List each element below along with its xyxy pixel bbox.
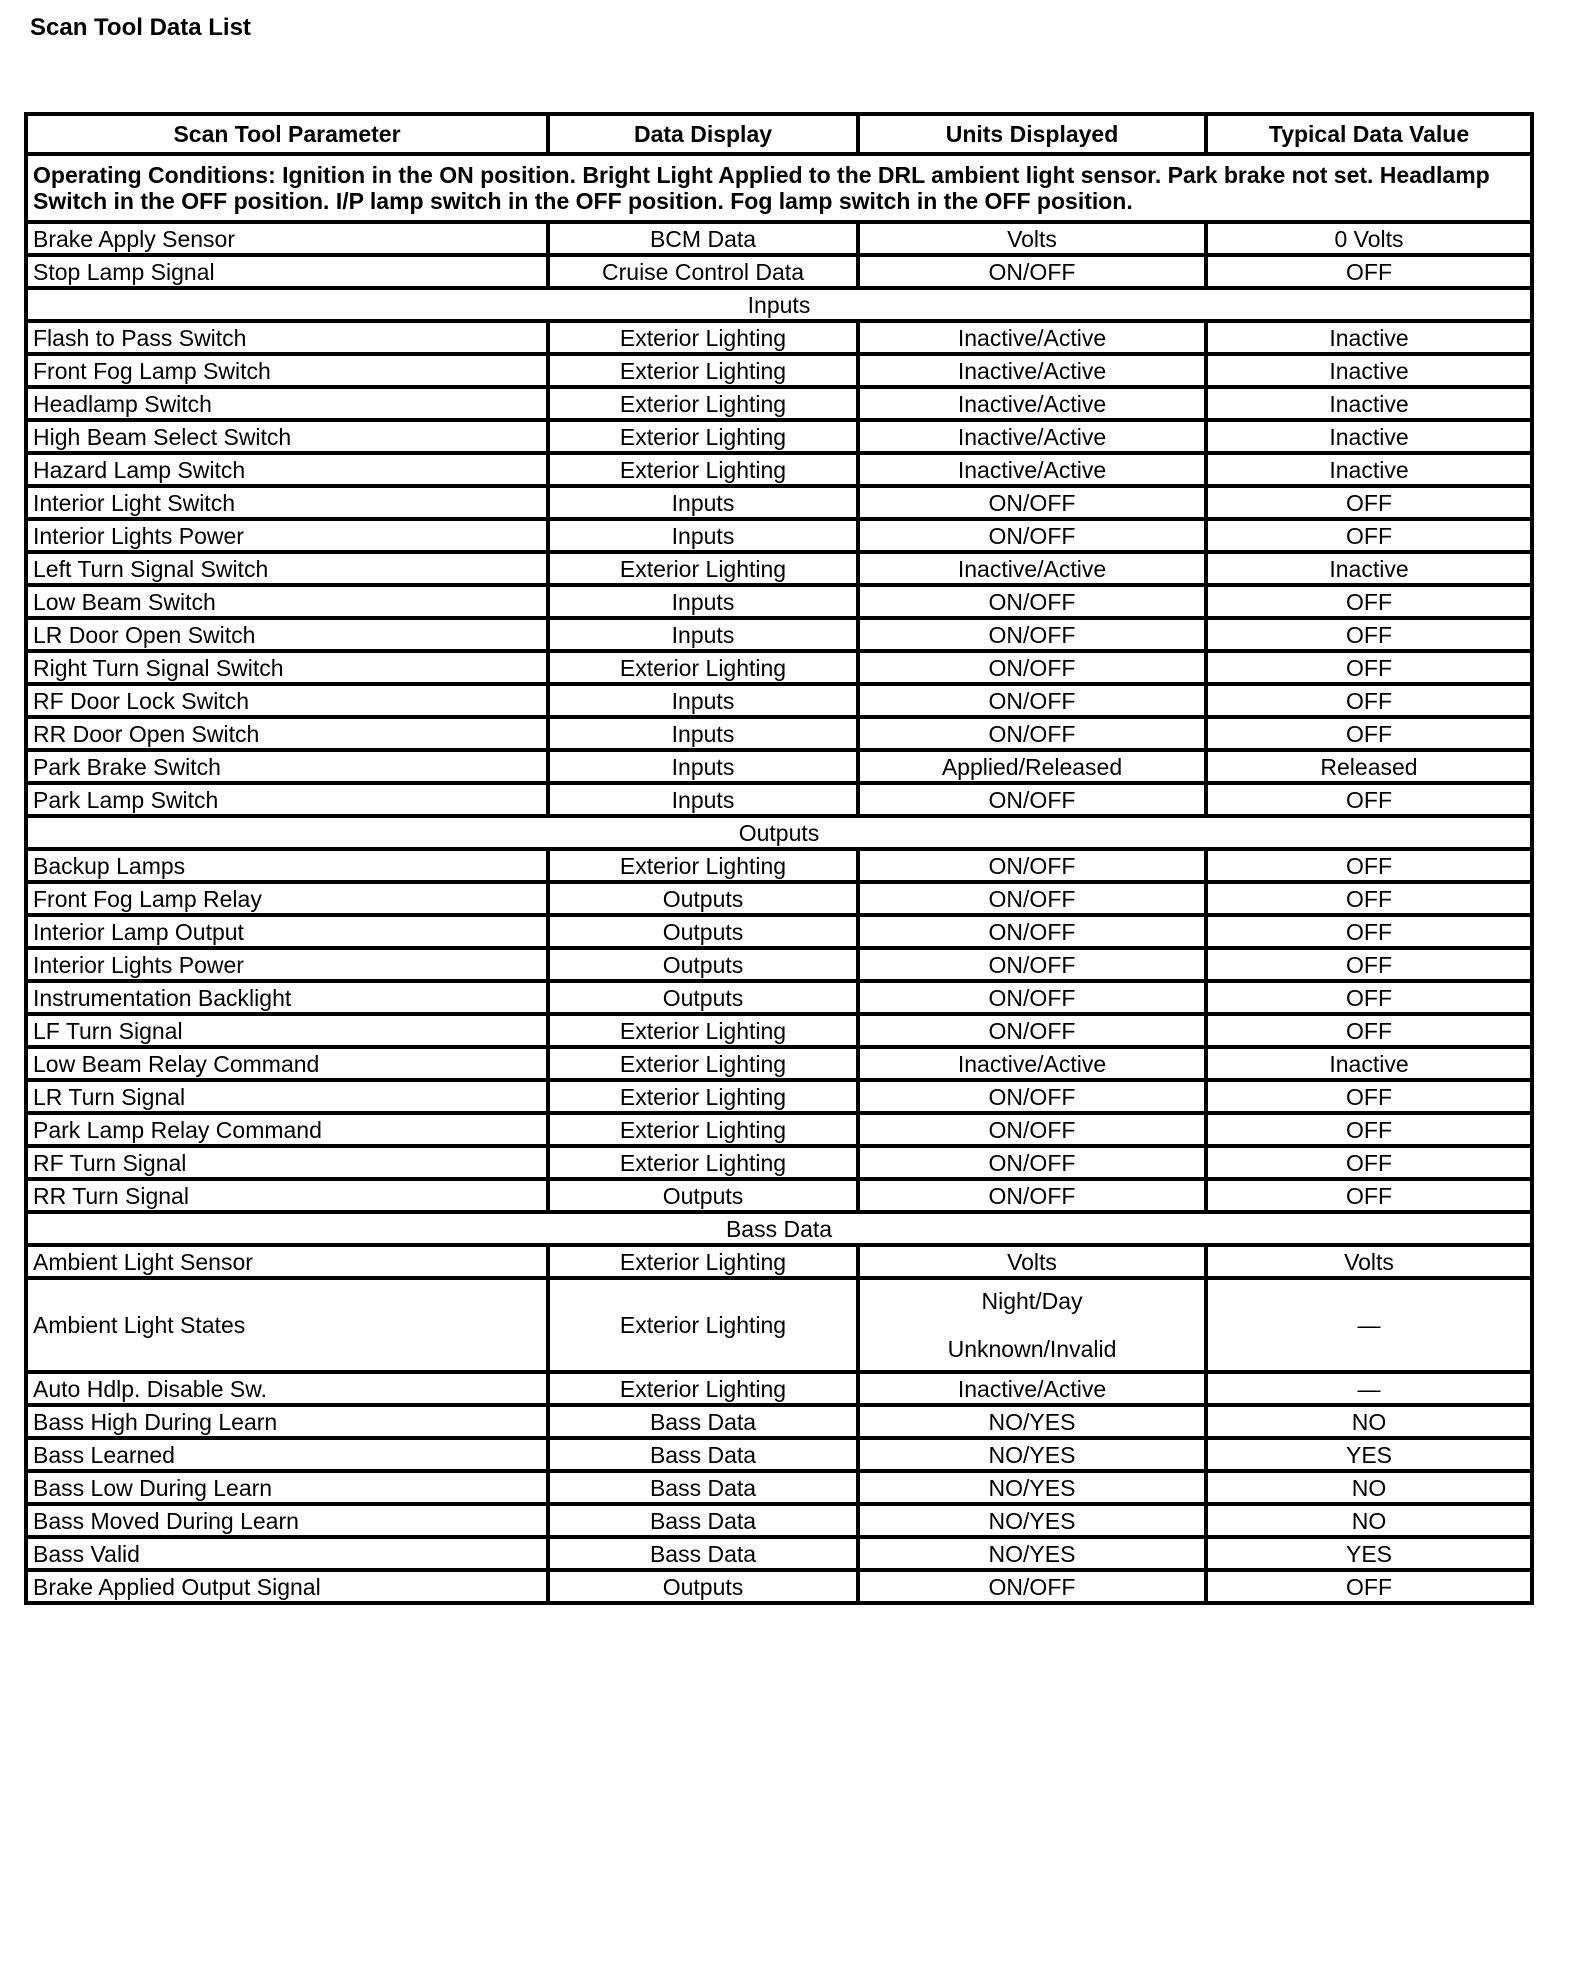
column-header: Data Display [548, 114, 858, 154]
data-display-cell: Outputs [548, 948, 858, 981]
typical-value-cell: OFF [1206, 1113, 1532, 1146]
parameter-cell: Ambient Light States [26, 1278, 548, 1372]
units-cell: ON/OFF [858, 1014, 1206, 1047]
data-display-cell: Inputs [548, 618, 858, 651]
units-cell: ON/OFF [858, 618, 1206, 651]
table-row [26, 585, 1532, 618]
units-cell: Inactive/Active [858, 1047, 1206, 1080]
units-cell: Inactive/Active [858, 387, 1206, 420]
parameter-cell: Interior Light Switch [26, 486, 548, 519]
typical-value-cell: Inactive [1206, 552, 1532, 585]
data-display-cell: Cruise Control Data [548, 255, 858, 288]
units-cell: Inactive/Active [858, 420, 1206, 453]
units-line: Unknown/Invalid [947, 1336, 1117, 1362]
section-label: Inputs [26, 288, 1532, 321]
table-row [26, 1504, 1532, 1537]
units-cell: ON/OFF [858, 783, 1206, 816]
data-display-cell: Outputs [548, 915, 858, 948]
table-row [26, 1014, 1532, 1047]
data-display-cell: Exterior Lighting [548, 1113, 858, 1146]
parameter-cell: Interior Lamp Output [26, 915, 548, 948]
operating-conditions: Operating Conditions: Ignition in the ON position. Bright Light Applied to the DRL ambient light sensor. Park brake not set. Headlamp Switch in the OFF position. I/P lamp switch in the OFF position. Fog lamp switch in the OFF position. [26, 154, 1532, 222]
section-label: Bass Data [26, 1212, 1532, 1245]
data-display-cell: Outputs [548, 1179, 858, 1212]
units-cell: ON/OFF [858, 1179, 1206, 1212]
parameter-cell: Brake Applied Output Signal [26, 1570, 548, 1603]
units-cell: NO/YES [858, 1537, 1206, 1570]
table-row [26, 717, 1532, 750]
units-cell: NO/YES [858, 1504, 1206, 1537]
typical-value-cell: OFF [1206, 1179, 1532, 1212]
table-row [26, 255, 1532, 288]
table-row [26, 849, 1532, 882]
parameter-cell: Hazard Lamp Switch [26, 453, 548, 486]
units-cell: Inactive/Active [858, 354, 1206, 387]
units-cell: ON/OFF [858, 486, 1206, 519]
section-label: Outputs [26, 816, 1532, 849]
table-row [26, 1372, 1532, 1405]
table-row [26, 321, 1532, 354]
units-cell: ON/OFF [858, 651, 1206, 684]
parameter-cell: Stop Lamp Signal [26, 255, 548, 288]
data-display-cell: Outputs [548, 981, 858, 1014]
units-cell: Inactive/Active [858, 552, 1206, 585]
typical-value-cell: OFF [1206, 519, 1532, 552]
data-display-cell: Exterior Lighting [548, 1080, 858, 1113]
table-row [26, 882, 1532, 915]
table-row [26, 1471, 1532, 1504]
typical-value-cell: OFF [1206, 1570, 1532, 1603]
parameter-cell: Bass Learned [26, 1438, 548, 1471]
typical-value-cell: OFF [1206, 255, 1532, 288]
parameter-cell: Low Beam Switch [26, 585, 548, 618]
parameter-cell: LR Turn Signal [26, 1080, 548, 1113]
parameter-cell: Interior Lights Power [26, 948, 548, 981]
parameter-cell: Ambient Light Sensor [26, 1245, 548, 1278]
table-row [26, 915, 1532, 948]
units-cell: ON/OFF [858, 1146, 1206, 1179]
table-header-row [26, 114, 1532, 154]
data-display-cell: Exterior Lighting [548, 849, 858, 882]
scan-tool-data-table [24, 112, 1534, 1605]
parameter-cell: Park Brake Switch [26, 750, 548, 783]
table-row [26, 420, 1532, 453]
table-row [26, 618, 1532, 651]
data-display-cell: Exterior Lighting [548, 321, 858, 354]
table-row [26, 1405, 1532, 1438]
units-cell: Inactive/Active [858, 453, 1206, 486]
table-row [26, 1146, 1532, 1179]
table-row [26, 519, 1532, 552]
data-display-cell: Outputs [548, 1570, 858, 1603]
units-cell: NO/YES [858, 1438, 1206, 1471]
table-row [26, 948, 1532, 981]
data-display-cell: Bass Data [548, 1438, 858, 1471]
parameter-cell: Interior Lights Power [26, 519, 548, 552]
parameter-cell: Bass Moved During Learn [26, 1504, 548, 1537]
parameter-cell: High Beam Select Switch [26, 420, 548, 453]
typical-value-cell: OFF [1206, 618, 1532, 651]
table-row [26, 1570, 1532, 1603]
typical-value-cell: — [1206, 1278, 1532, 1372]
table-row [26, 1278, 1532, 1372]
parameter-cell: Right Turn Signal Switch [26, 651, 548, 684]
units-cell: ON/OFF [858, 915, 1206, 948]
units-cell: NO/YES [858, 1405, 1206, 1438]
data-display-cell: BCM Data [548, 222, 858, 255]
parameter-cell: Bass High During Learn [26, 1405, 548, 1438]
parameter-cell: Bass Valid [26, 1537, 548, 1570]
typical-value-cell: Inactive [1206, 453, 1532, 486]
data-display-cell: Exterior Lighting [548, 1278, 858, 1372]
parameter-cell: Backup Lamps [26, 849, 548, 882]
table-row [26, 1537, 1532, 1570]
typical-value-cell: NO [1206, 1405, 1532, 1438]
typical-value-cell: OFF [1206, 948, 1532, 981]
typical-value-cell: OFF [1206, 651, 1532, 684]
units-cell: ON/OFF [858, 1080, 1206, 1113]
parameter-cell: RF Turn Signal [26, 1146, 548, 1179]
units-cell: ON/OFF [858, 1570, 1206, 1603]
parameter-cell: Instrumentation Backlight [26, 981, 548, 1014]
data-display-cell: Exterior Lighting [548, 552, 858, 585]
table-row [26, 222, 1532, 255]
table-row [26, 783, 1532, 816]
parameter-cell: RF Door Lock Switch [26, 684, 548, 717]
typical-value-cell: — [1206, 1372, 1532, 1405]
parameter-cell: Flash to Pass Switch [26, 321, 548, 354]
parameter-cell: RR Door Open Switch [26, 717, 548, 750]
column-header: Scan Tool Parameter [26, 114, 548, 154]
typical-value-cell: Volts [1206, 1245, 1532, 1278]
typical-value-cell: OFF [1206, 1014, 1532, 1047]
typical-value-cell: Inactive [1206, 321, 1532, 354]
typical-value-cell: OFF [1206, 882, 1532, 915]
data-display-cell: Outputs [548, 882, 858, 915]
table-row [26, 750, 1532, 783]
parameter-cell: Headlamp Switch [26, 387, 548, 420]
units-cell: Applied/Released [858, 750, 1206, 783]
units-cell: Volts [858, 222, 1206, 255]
units-cell: ON/OFF [858, 1113, 1206, 1146]
typical-value-cell: OFF [1206, 1146, 1532, 1179]
typical-value-cell: OFF [1206, 915, 1532, 948]
section-row [26, 816, 1532, 849]
parameter-cell: Park Lamp Switch [26, 783, 548, 816]
data-display-cell: Bass Data [548, 1504, 858, 1537]
units-cell: ON/OFF [858, 948, 1206, 981]
units-cell: NO/YES [858, 1471, 1206, 1504]
table-row [26, 981, 1532, 1014]
data-display-cell: Exterior Lighting [548, 1047, 858, 1080]
data-display-cell: Inputs [548, 783, 858, 816]
data-display-cell: Inputs [548, 486, 858, 519]
column-header: Typical Data Value [1206, 114, 1532, 154]
table-row [26, 1113, 1532, 1146]
typical-value-cell: OFF [1206, 783, 1532, 816]
typical-value-cell: OFF [1206, 981, 1532, 1014]
data-display-cell: Inputs [548, 585, 858, 618]
table-row [26, 1245, 1532, 1278]
column-header: Units Displayed [858, 114, 1206, 154]
data-display-cell: Bass Data [548, 1405, 858, 1438]
units-cell: ON/OFF [858, 882, 1206, 915]
units-cell: ON/OFF [858, 684, 1206, 717]
units-cell: Inactive/Active [858, 321, 1206, 354]
section-row [26, 288, 1532, 321]
parameter-cell: Park Lamp Relay Command [26, 1113, 548, 1146]
parameter-cell: Auto Hdlp. Disable Sw. [26, 1372, 548, 1405]
units-line: Night/Day [981, 1288, 1083, 1314]
parameter-cell: Bass Low During Learn [26, 1471, 548, 1504]
typical-value-cell: OFF [1206, 585, 1532, 618]
table-row [26, 453, 1532, 486]
parameter-cell: Left Turn Signal Switch [26, 552, 548, 585]
parameter-cell: Front Fog Lamp Switch [26, 354, 548, 387]
parameter-cell: Low Beam Relay Command [26, 1047, 548, 1080]
typical-value-cell: YES [1206, 1537, 1532, 1570]
units-cell: Volts [858, 1245, 1206, 1278]
table-row [26, 387, 1532, 420]
data-display-cell: Exterior Lighting [548, 1014, 858, 1047]
data-display-cell: Inputs [548, 717, 858, 750]
table-row [26, 651, 1532, 684]
data-display-cell: Exterior Lighting [548, 651, 858, 684]
typical-value-cell: OFF [1206, 684, 1532, 717]
units-stack [865, 1280, 1199, 1370]
typical-value-cell: NO [1206, 1471, 1532, 1504]
table-row [26, 1080, 1532, 1113]
table-row [26, 1438, 1532, 1471]
parameter-cell: Brake Apply Sensor [26, 222, 548, 255]
data-display-cell: Exterior Lighting [548, 1245, 858, 1278]
units-cell: Inactive/Active [858, 1372, 1206, 1405]
data-display-cell: Exterior Lighting [548, 1372, 858, 1405]
data-display-cell: Exterior Lighting [548, 420, 858, 453]
data-display-cell: Bass Data [548, 1537, 858, 1570]
typical-value-cell: OFF [1206, 486, 1532, 519]
operating-conditions-row [26, 154, 1532, 222]
table-row [26, 552, 1532, 585]
data-display-cell: Inputs [548, 750, 858, 783]
data-display-cell: Exterior Lighting [548, 387, 858, 420]
typical-value-cell: Inactive [1206, 354, 1532, 387]
table-row [26, 1179, 1532, 1212]
units-cell: ON/OFF [858, 585, 1206, 618]
typical-value-cell: OFF [1206, 849, 1532, 882]
units-cell: ON/OFF [858, 519, 1206, 552]
typical-value-cell: OFF [1206, 717, 1532, 750]
typical-value-cell: NO [1206, 1504, 1532, 1537]
parameter-cell: LR Door Open Switch [26, 618, 548, 651]
typical-value-cell: Released [1206, 750, 1532, 783]
typical-value-cell: Inactive [1206, 387, 1532, 420]
units-cell: ON/OFF [858, 981, 1206, 1014]
data-display-cell: Inputs [548, 519, 858, 552]
units-cell: ON/OFF [858, 717, 1206, 750]
data-display-cell: Exterior Lighting [548, 1146, 858, 1179]
typical-value-cell: Inactive [1206, 420, 1532, 453]
table-row [26, 1047, 1532, 1080]
data-display-cell: Inputs [548, 684, 858, 717]
section-row [26, 1212, 1532, 1245]
typical-value-cell: YES [1206, 1438, 1532, 1471]
units-cell: ON/OFF [858, 255, 1206, 288]
data-display-cell: Bass Data [548, 1471, 858, 1504]
typical-value-cell: 0 Volts [1206, 222, 1532, 255]
data-display-cell: Exterior Lighting [548, 354, 858, 387]
data-display-cell: Exterior Lighting [548, 453, 858, 486]
parameter-cell: Front Fog Lamp Relay [26, 882, 548, 915]
table-row [26, 354, 1532, 387]
parameter-cell: LF Turn Signal [26, 1014, 548, 1047]
table-row [26, 684, 1532, 717]
units-cell: ON/OFF [858, 849, 1206, 882]
parameter-cell: RR Turn Signal [26, 1179, 548, 1212]
typical-value-cell: Inactive [1206, 1047, 1532, 1080]
units-cell [858, 1278, 1206, 1372]
table-row [26, 486, 1532, 519]
page-title: Scan Tool Data List [30, 14, 251, 41]
typical-value-cell: OFF [1206, 1080, 1532, 1113]
